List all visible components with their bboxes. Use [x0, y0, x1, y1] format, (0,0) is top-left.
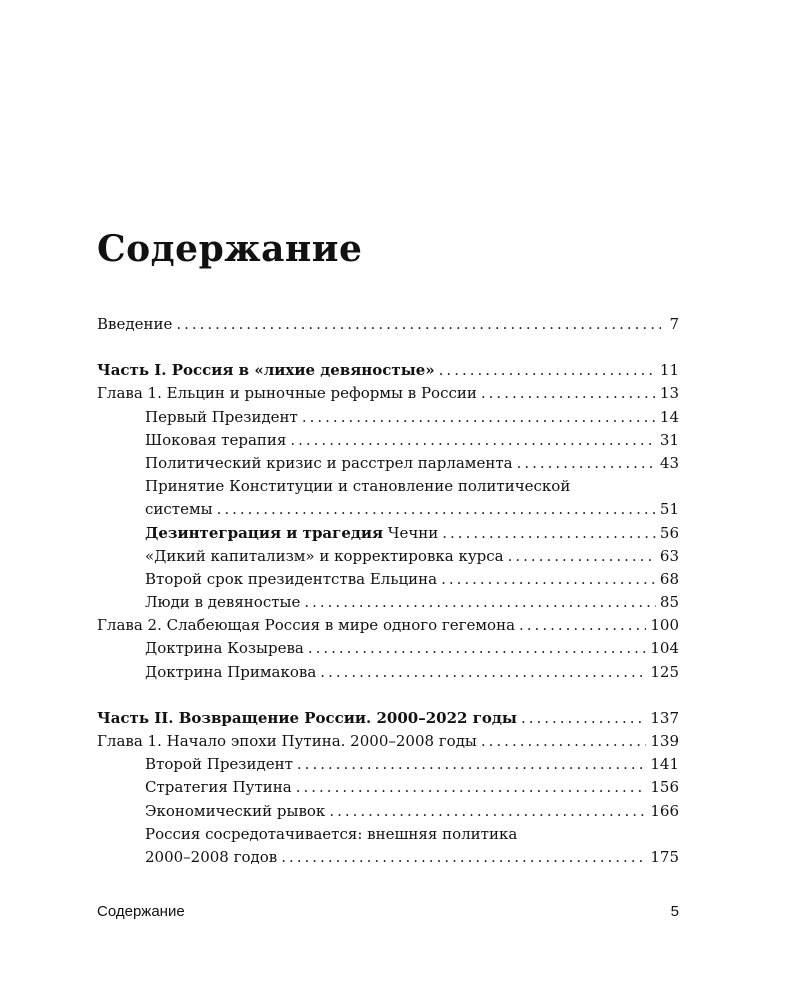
toc-page-number: 175: [650, 847, 679, 866]
table-of-contents: [97, 313, 679, 869]
toc-page-number: 141: [650, 755, 679, 774]
toc-section-line1: Россия сосредотачивается: внешняя политика: [145, 824, 518, 843]
leader-dots: [304, 591, 656, 614]
leader-dots: [439, 359, 656, 382]
toc-entry-label: Второй Президент: [145, 755, 293, 774]
toc-section: [97, 406, 679, 429]
leader-dots: [302, 406, 656, 429]
toc-section: [97, 591, 679, 614]
leader-dots: [297, 753, 646, 776]
toc-chapter-1-part-2: [97, 730, 679, 753]
toc-section-line1: Принятие Конституции и становление политической: [145, 477, 571, 496]
leader-dots: [508, 545, 656, 568]
toc-page-number: 139: [650, 732, 679, 750]
leader-dots: [176, 313, 661, 336]
toc-page-number: 13: [659, 384, 679, 403]
toc-page-number: 43: [659, 453, 679, 472]
toc-entry-label: Глава 1. Ельцин и рыночные реформы в России: [97, 384, 477, 403]
toc-section: [97, 452, 679, 475]
toc-section: [97, 429, 679, 452]
toc-section: [97, 545, 679, 568]
page-title: Содержание: [97, 228, 363, 270]
leader-dots: [441, 568, 656, 591]
leader-dots: [442, 522, 656, 545]
toc-entry-label: «Дикий капитализм» и корректировка курса: [145, 546, 504, 565]
leader-dots: [521, 707, 646, 730]
toc-entry-label: Люди в девяностые: [145, 593, 301, 612]
toc-section: [97, 776, 679, 799]
toc-part-2: [97, 707, 679, 730]
toc-entry-label: Шоковая терапия: [145, 430, 287, 449]
leader-dots: [481, 382, 656, 405]
leader-dots: [329, 800, 646, 823]
toc-page-number: 125: [650, 662, 679, 681]
toc-chapter-2: [97, 614, 679, 637]
leader-dots: [517, 452, 656, 475]
toc-page-number: 14: [659, 407, 679, 426]
toc-page-number: 63: [659, 546, 679, 565]
toc-section: [97, 753, 679, 776]
toc-page-number: 104: [650, 639, 679, 658]
toc-entry-label: системы: [145, 500, 213, 519]
toc-page-number: 85: [659, 593, 679, 612]
toc-page-number: 137: [650, 708, 679, 727]
toc-entry-label: Глава 2. Слабеющая Россия в мире одного гегемона: [97, 616, 516, 635]
toc-page-number: 68: [659, 569, 679, 588]
toc-entry-label: Глава 1. Начало эпохи Путина. 2000–2008 годы: [97, 732, 477, 750]
toc-page-number: 100: [650, 616, 679, 635]
leader-dots: [519, 614, 646, 637]
toc-section: [97, 498, 679, 521]
leader-dots: [481, 730, 646, 753]
toc-page-number: 11: [659, 361, 679, 380]
leader-dots: [320, 661, 646, 684]
leader-dots: [290, 429, 656, 452]
toc-entry-label: Второй срок президентства Ельцина: [145, 569, 438, 588]
toc-page-number: 166: [650, 801, 679, 820]
toc-entry-label: 2000–2008 годов: [145, 847, 278, 866]
toc-entry-label: Доктрина Козырева: [145, 639, 304, 658]
running-footer-title: Содержание: [97, 903, 185, 920]
leader-dots: [308, 637, 647, 660]
toc-page-number: 156: [650, 778, 679, 797]
toc-section: [97, 637, 679, 660]
footer-page-number: 5: [670, 903, 679, 920]
leader-dots: [217, 498, 656, 521]
toc-entry-label: Введение: [97, 315, 173, 333]
toc-page-number: 51: [659, 500, 679, 519]
toc-entry-bold-label: Дезинтеграция и трагедия: [145, 523, 384, 542]
toc-entry-intro: [97, 313, 679, 336]
toc-part-label: Часть I. Россия в «лихие девяностые»: [97, 361, 435, 380]
toc-chapter-1: [97, 382, 679, 405]
toc-entry-label: Политический кризис и расстрел парламента: [145, 453, 513, 472]
toc-entry-label: Чечни: [383, 523, 439, 542]
toc-entry-label: Экономический рывок: [145, 801, 326, 820]
toc-part-label: Часть II. Возвращение России. 2000–2022 годы: [97, 708, 517, 727]
toc-part-1: [97, 359, 679, 382]
leader-dots: [296, 776, 647, 799]
toc-entry-label: Стратегия Путина: [145, 778, 292, 797]
leader-dots: [281, 846, 646, 869]
toc-section: [97, 800, 679, 823]
toc-section: [97, 568, 679, 591]
toc-page-number: 7: [669, 315, 679, 333]
toc-section: [97, 661, 679, 684]
toc-section: [97, 522, 679, 545]
toc-entry-label: Доктрина Примакова: [145, 662, 317, 681]
toc-section: [97, 846, 679, 869]
toc-page-number: 56: [659, 523, 679, 542]
toc-entry-label: Первый Президент: [145, 407, 298, 426]
toc-page-number: 31: [659, 430, 679, 449]
